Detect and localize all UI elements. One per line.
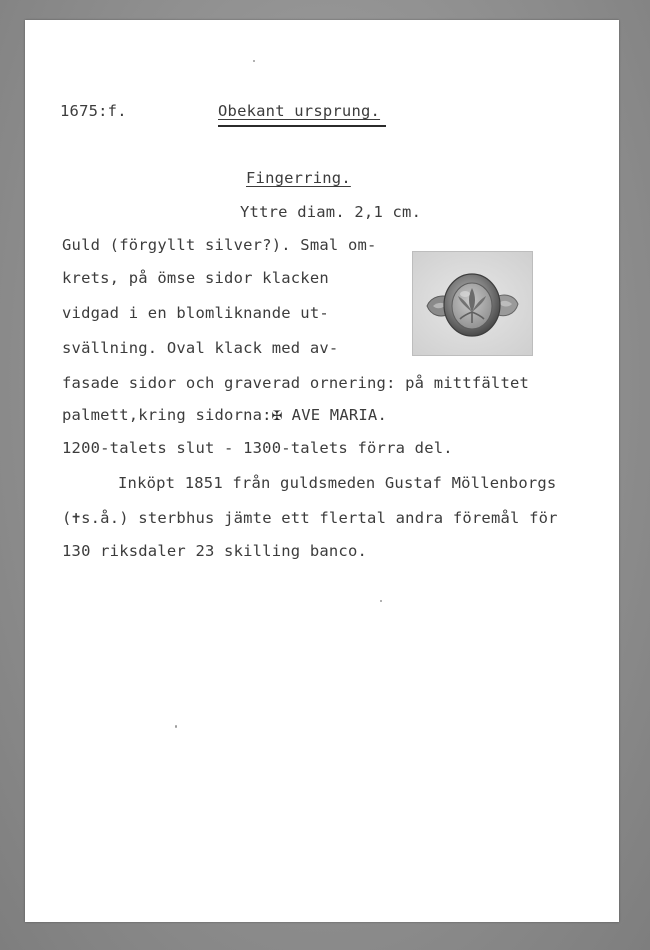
- description-line: krets, på ömse sidor klacken: [62, 269, 329, 287]
- description-line: svällning. Oval klack med av-: [62, 339, 339, 357]
- origin-heading: Obekant ursprung.: [218, 102, 381, 120]
- paper-speck: [175, 725, 177, 728]
- provenance-line: 130 riksdaler 23 skilling banco.: [62, 542, 368, 560]
- cross-pattee-icon: ✠: [271, 405, 283, 425]
- provenance-line: (✝s.å.) sterbhus jämte ett flertal andra föremål för: [62, 509, 558, 527]
- catalog-card: [25, 20, 619, 922]
- underline-rule: [218, 125, 386, 127]
- provenance-line: Inköpt 1851 från guldsmeden Gustaf Möllenborgs: [118, 474, 557, 492]
- paper-speck: [380, 600, 382, 602]
- ring-image: [413, 252, 532, 355]
- dating-line: 1200-talets slut - 1300-talets förra del.: [62, 439, 453, 457]
- description-line: Guld (förgyllt silver?). Smal om-: [62, 236, 377, 254]
- description-line: vidgad i en blomliknande ut-: [62, 304, 329, 322]
- dimensions: Yttre diam. 2,1 cm.: [240, 203, 422, 221]
- ring-photograph: [412, 251, 533, 356]
- inscription-text: AVE MARIA.: [282, 406, 387, 424]
- ornament-text: palmett,kring sidorna:: [62, 406, 272, 424]
- ornament-line: [62, 405, 387, 425]
- latin-cross-icon: ✝: [71, 509, 82, 527]
- catalog-number: 1675:f.: [60, 102, 127, 120]
- object-title: Fingerring.: [246, 169, 351, 187]
- paper-speck: [253, 60, 255, 62]
- description-line: fasade sidor och graverad ornering: på mittfältet: [62, 374, 530, 392]
